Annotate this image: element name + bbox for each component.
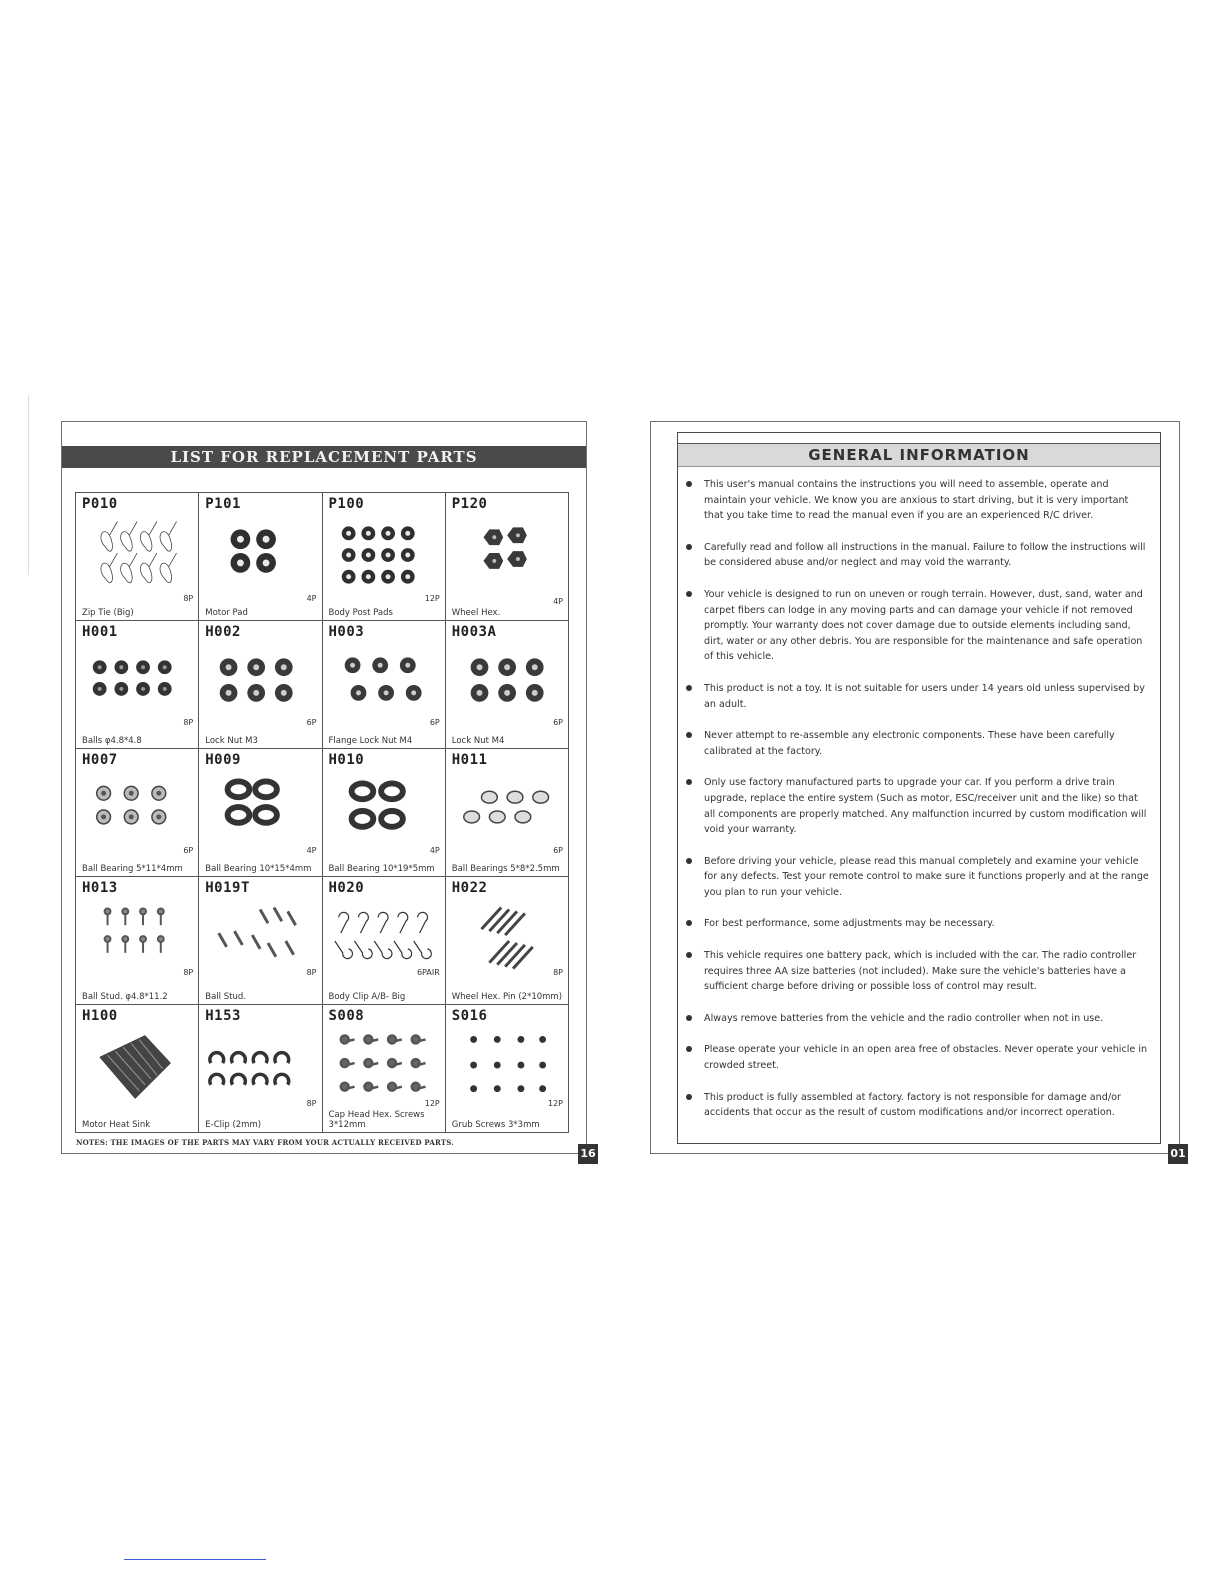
part-quantity: 8P xyxy=(183,718,194,727)
replacement-parts-page xyxy=(61,421,587,1154)
info-item: Always remove batteries from the vehicle and the radio controller when not in use. xyxy=(684,1011,1150,1027)
info-item: Your vehicle is designed to run on uneven or rough terrain. However, dust, sand, water and carpet fibers can lodge in any moving parts and can damage your vehicle if not removed promptly. Your warranty does not cover damage due to outside elements including sand, dirt, water or any other debris. You are responsible for the maintenance and safe operation of this vehicle. xyxy=(684,587,1150,665)
part-code: H100 xyxy=(82,1008,118,1024)
info-frame xyxy=(677,432,1161,1144)
part-name: Motor Pad xyxy=(205,608,248,618)
motor-pad-image xyxy=(199,517,321,595)
part-quantity: 8P xyxy=(306,1099,317,1108)
part-cell xyxy=(199,749,322,877)
part-code: S016 xyxy=(451,1008,488,1024)
lock-nut-image xyxy=(199,645,321,723)
scan-margin-mark xyxy=(28,395,29,575)
body-post-pad-image xyxy=(323,517,445,595)
part-quantity: 8P xyxy=(306,968,317,977)
part-code: H011 xyxy=(451,752,488,768)
part-name: Motor Heat Sink xyxy=(82,1120,151,1130)
part-cell xyxy=(199,493,322,621)
part-name: Lock Nut M3 xyxy=(205,736,258,746)
bullet-icon xyxy=(686,858,692,864)
page-number: 16 xyxy=(578,1144,598,1164)
e-clip-image xyxy=(199,1029,321,1107)
part-cell xyxy=(445,621,568,749)
ball-bearing-image xyxy=(323,773,445,851)
part-cell xyxy=(199,621,322,749)
part-quantity: 12P xyxy=(547,1099,563,1108)
part-code: H022 xyxy=(451,880,488,896)
part-code: H001 xyxy=(82,624,118,640)
zip-tie-image xyxy=(76,517,198,595)
part-code: P101 xyxy=(205,496,241,512)
part-quantity: 6P xyxy=(306,718,317,727)
part-code: H019T xyxy=(205,880,250,896)
bullet-icon xyxy=(686,685,692,691)
part-name: Wheel Hex. Pin (2*10mm) xyxy=(451,992,563,1002)
bullet-icon xyxy=(686,1094,692,1100)
part-quantity: 6PAIR xyxy=(416,968,440,977)
scan-artifact-line xyxy=(124,1559,266,1560)
part-cell xyxy=(76,621,199,749)
part-cell xyxy=(76,1005,199,1133)
page-title: GENERAL INFORMATION xyxy=(678,443,1160,467)
part-code: H003A xyxy=(451,624,497,640)
part-code: H020 xyxy=(328,880,365,896)
part-cell xyxy=(322,621,445,749)
part-quantity: 8P xyxy=(183,968,194,977)
page-number: 01 xyxy=(1168,1144,1188,1164)
info-item: This user's manual contains the instructions you will need to assemble, operate and maintain your vehicle. We know you are anxious to start driving, but it is very important that you take time to read the manual even if you are an experienced R/C driver. xyxy=(684,477,1150,524)
info-item: This vehicle requires one battery pack, which is included with the car. The radio controller requires three AA size batteries (not included). Make sure the vehicle's batteries have a sufficient charge before driving or possible loss of control may result. xyxy=(684,948,1150,995)
part-name: Balls φ4.8*4.8 xyxy=(82,736,142,746)
part-code: H009 xyxy=(205,752,241,768)
part-code: S008 xyxy=(328,1008,365,1024)
part-cell xyxy=(199,1005,322,1133)
wheel-hex-pin-image xyxy=(446,901,568,979)
part-code: H007 xyxy=(82,752,118,768)
bullet-icon xyxy=(686,1015,692,1021)
info-item: Only use factory manufactured parts to upgrade your car. If you perform a drive train upgrade, replace the entire system (Such as motor, ESC/receiver unit and the like) so that all components are properly matched. Any malfunction incurred by custom modification will void your warranty. xyxy=(684,775,1150,837)
part-quantity: 4P xyxy=(429,846,440,855)
bullet-icon xyxy=(686,1046,692,1052)
part-code: P120 xyxy=(451,496,488,512)
part-cell xyxy=(199,877,322,1005)
part-name: Ball Stud. xyxy=(205,992,246,1002)
ball-bearing-image xyxy=(199,773,321,851)
part-code: H010 xyxy=(328,752,365,768)
ball-stud-image xyxy=(76,901,198,979)
part-cell xyxy=(322,749,445,877)
bullet-icon xyxy=(686,591,692,597)
part-name: Ball Bearing 10*19*5mm xyxy=(328,864,435,874)
bullet-icon xyxy=(686,732,692,738)
part-cell xyxy=(445,1005,568,1133)
part-quantity: 6P xyxy=(429,718,440,727)
info-item: Carefully read and follow all instructions in the manual. Failure to follow the instructions will be considered abuse and/or neglect and may void the warranty. xyxy=(684,540,1150,571)
part-quantity: 8P xyxy=(183,594,194,603)
ball-bearing-image xyxy=(446,773,568,851)
bullet-icon xyxy=(686,920,692,926)
part-cell xyxy=(76,749,199,877)
part-name: E-Clip (2mm) xyxy=(205,1120,262,1130)
part-code: H003 xyxy=(328,624,365,640)
part-cell xyxy=(76,493,199,621)
part-quantity: 4P xyxy=(306,846,317,855)
part-quantity: 6P xyxy=(553,846,563,855)
part-cell xyxy=(445,749,568,877)
info-item: Before driving your vehicle, please read this manual completely and examine your vehicle for any defects. Test your remote control to make sure it functions properly and at the range you plan to run your vehicle. xyxy=(684,854,1150,901)
info-list xyxy=(684,477,1150,1121)
part-quantity: 12P xyxy=(424,1099,440,1108)
part-name: Ball Stud. φ4.8*11.2 xyxy=(82,992,168,1002)
bullet-icon xyxy=(686,481,692,487)
page-title: LIST FOR REPLACEMENT PARTS xyxy=(62,446,586,468)
part-name: Grub Screws 3*3mm xyxy=(451,1120,540,1130)
info-item: This product is not a toy. It is not suitable for users under 14 years old unless supervised by an adult. xyxy=(684,681,1150,712)
part-name: Cap Head Hex. Screws 3*12mm xyxy=(328,1110,425,1130)
general-information-page xyxy=(650,421,1180,1154)
ball-image xyxy=(76,645,198,723)
lock-nut-m4-image xyxy=(446,645,568,723)
part-code: H153 xyxy=(205,1008,241,1024)
info-item: Never attempt to re-assemble any electronic components. These have been carefully calibrated at the factory. xyxy=(684,728,1150,759)
ball-bearing-image xyxy=(76,773,198,851)
part-name: Zip Tie (Big) xyxy=(82,608,134,618)
bullet-icon xyxy=(686,952,692,958)
ball-stud-image xyxy=(199,901,321,979)
bullet-icon xyxy=(686,544,692,550)
info-item: For best performance, some adjustments may be necessary. xyxy=(684,916,1150,932)
part-name: Body Post Pads xyxy=(328,608,393,618)
part-name: Flange Lock Nut M4 xyxy=(328,736,413,746)
cap-head-screw-image xyxy=(323,1029,445,1107)
part-code: P100 xyxy=(328,496,365,512)
part-quantity: 6P xyxy=(553,718,563,727)
grub-screw-image xyxy=(446,1029,568,1107)
part-cell xyxy=(445,493,568,621)
part-code: H013 xyxy=(82,880,118,896)
flange-lock-nut-image xyxy=(323,645,445,723)
heat-sink-image xyxy=(76,1029,198,1107)
info-item: Please operate your vehicle in an open area free of obstacles. Never operate your vehicle in crowded street. xyxy=(684,1042,1150,1073)
info-item: This product is fully assembled at factory. factory is not responsible for damage and/or accidents that occur as the result of custom modifications and/or incorrect operation. xyxy=(684,1090,1150,1121)
wheel-hex-image xyxy=(446,517,568,595)
notes-text: NOTES: THE IMAGES OF THE PARTS MAY VARY FROM YOUR ACTUALLY RECEIVED PARTS. xyxy=(76,1138,454,1147)
parts-grid xyxy=(75,492,569,1133)
part-quantity: 12P xyxy=(424,594,440,603)
part-name: Ball Bearing 10*15*4mm xyxy=(205,864,312,874)
part-cell xyxy=(322,877,445,1005)
part-cell xyxy=(76,877,199,1005)
part-quantity: 4P xyxy=(553,597,563,606)
part-cell xyxy=(322,493,445,621)
part-quantity: 4P xyxy=(306,594,317,603)
part-cell xyxy=(445,877,568,1005)
part-quantity: 6P xyxy=(183,846,194,855)
part-name: Ball Bearings 5*8*2.5mm xyxy=(451,864,560,874)
part-code: H002 xyxy=(205,624,241,640)
part-name: Ball Bearing 5*11*4mm xyxy=(82,864,183,874)
part-name: Lock Nut M4 xyxy=(451,736,505,746)
part-code: P010 xyxy=(82,496,118,512)
part-quantity: 8P xyxy=(553,968,563,977)
part-cell xyxy=(322,1005,445,1133)
part-name: Wheel Hex. xyxy=(451,608,501,618)
bullet-icon xyxy=(686,779,692,785)
part-name: Body Clip A/B- Big xyxy=(328,992,406,1002)
